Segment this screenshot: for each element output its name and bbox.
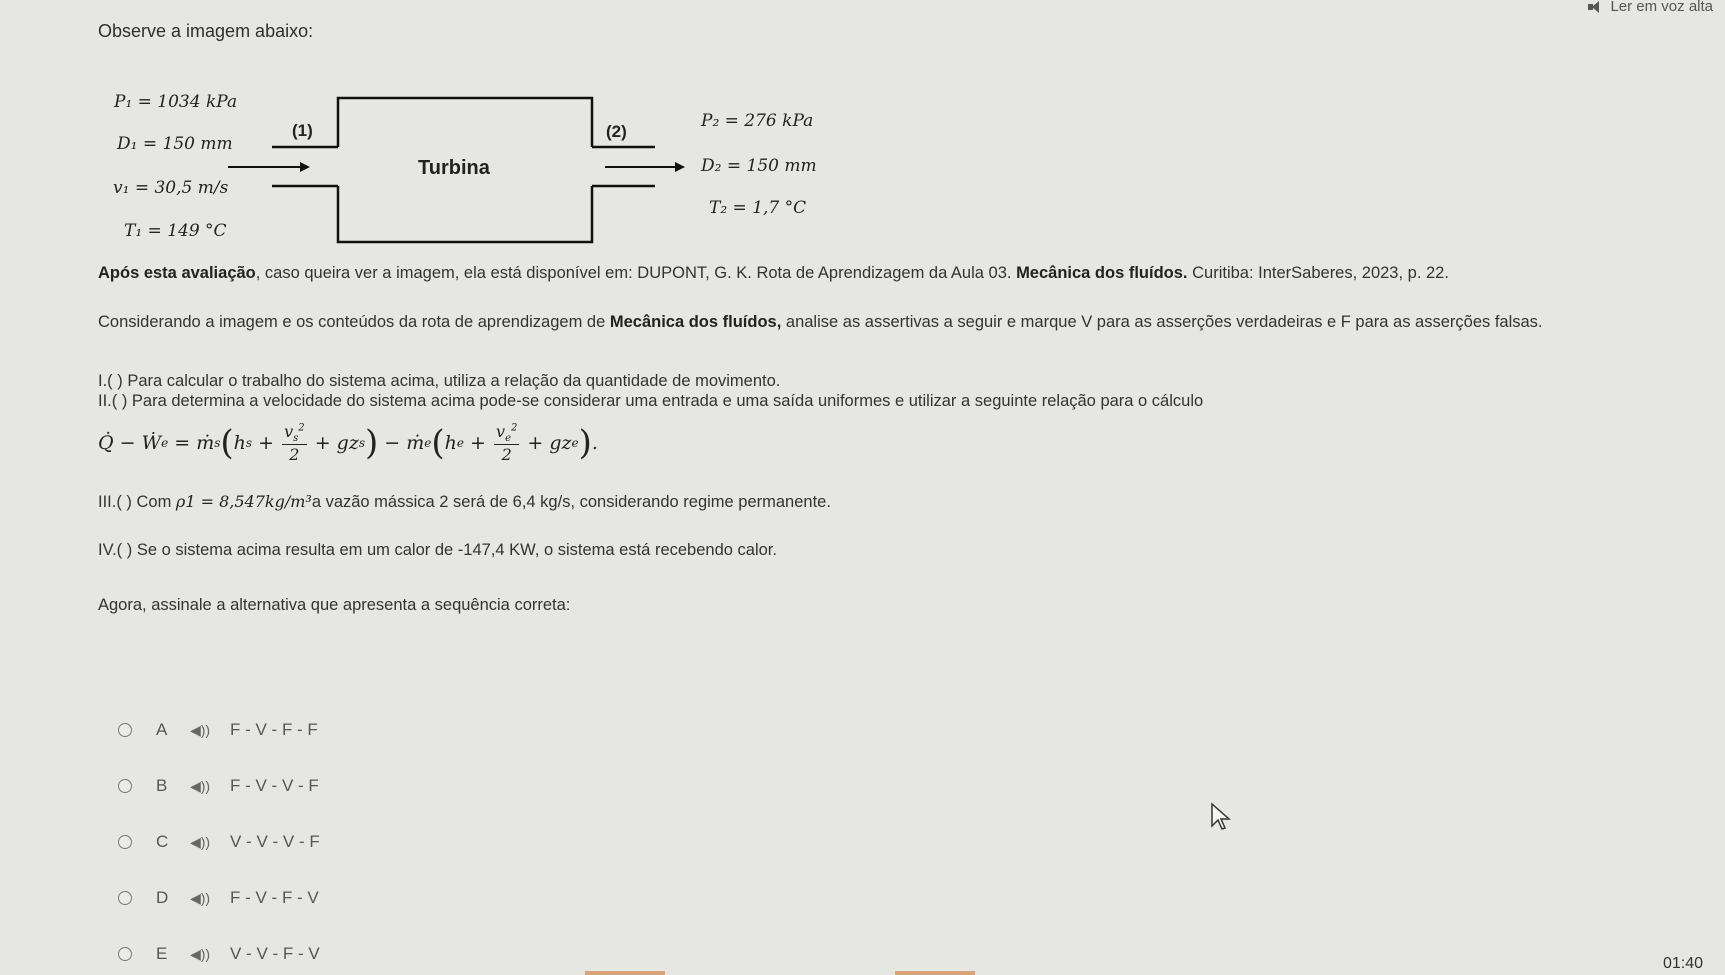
timer: 01:40	[1662, 955, 1703, 972]
assertion-3	[98, 492, 831, 512]
turbine-label: Turbina	[418, 157, 490, 179]
energy-equation: Q̇ − Ẇ e = ṁ s ( h s + $\frac{v_s^2}{2}$ + gz s ) − ṁ e ( h e + $\frac{v_e^2}{2}$ + gz e ) .	[98, 422, 598, 465]
outlet-diameter: D₂ = 150 mm	[701, 156, 817, 176]
assertion-3-pre: III.( ) Com	[98, 493, 176, 511]
option-letter: C	[156, 832, 169, 851]
inlet-temperature: T₁ = 149 °C	[124, 221, 227, 241]
audio-icon[interactable]: ◀))	[190, 721, 211, 738]
read-aloud-label: Ler em voz alta	[1610, 0, 1713, 15]
question-intro: Observe a imagem abaixo:	[98, 21, 314, 41]
radio-e[interactable]	[118, 947, 132, 961]
option-d[interactable]	[118, 888, 319, 908]
source-bold: Mecânica dos fluídos.	[1016, 264, 1188, 282]
question-prompt: Agora, assinale a alternativa que apresenta a sequência correta:	[98, 596, 571, 614]
radio-d[interactable]	[118, 891, 132, 905]
audio-icon[interactable]: ◀))	[190, 833, 211, 850]
bottom-bar-segment	[585, 971, 665, 975]
option-b[interactable]	[118, 776, 319, 796]
option-text: F - V - F - V	[230, 888, 319, 907]
assertion-3-post: a vazão mássica 2 será de 6,4 kg/s, considerando regime permanente.	[311, 493, 831, 511]
bottom-bar-segment	[895, 971, 975, 975]
assertion-4: IV.( ) Se o sistema acima resulta em um calor de -147,4 KW, o sistema está recebendo calor.	[98, 541, 777, 559]
source-suffix: Curitiba: InterSaberes, 2023, p. 22.	[1187, 264, 1449, 282]
image-source	[98, 264, 1449, 283]
outlet-temperature: T₂ = 1,7 °C	[709, 198, 807, 218]
option-a[interactable]	[118, 720, 318, 740]
source-text: , caso queira ver a imagem, ela está disponível em: DUPONT, G. K. Rota de Aprendizagem da Aula 03.	[255, 264, 1017, 282]
option-letter: E	[156, 944, 168, 963]
source-prefix: Após esta avaliação	[98, 264, 256, 282]
audio-icon[interactable]: ◀))	[190, 777, 211, 794]
assertion-3-math: ρ1 = 8,547kg/m³	[175, 492, 312, 511]
assertion-1: I.( ) Para calcular o trabalho do sistema acima, utiliza a relação da quantidade de movimento.	[98, 372, 781, 390]
turbine-diagram	[0, 0, 880, 260]
option-text: V - V - F - V	[230, 944, 320, 963]
instruction-a: Considerando a imagem e os conteúdos da rota de aprendizagem de	[98, 313, 610, 331]
instruction-b: analise as assertivas a seguir e marque V para as asserções verdadeiras e F para as asserções falsas.	[781, 313, 1543, 331]
instruction	[98, 313, 1543, 332]
speaker-icon	[1588, 1, 1604, 13]
audio-icon[interactable]: ◀))	[190, 945, 211, 962]
option-text: F - V - F - F	[230, 720, 318, 739]
inlet-velocity: v₁ = 30,5 m/s	[113, 178, 229, 198]
radio-a[interactable]	[118, 723, 132, 737]
radio-c[interactable]	[118, 835, 132, 849]
audio-icon[interactable]: ◀))	[190, 889, 211, 906]
option-text: F - V - V - F	[230, 776, 319, 795]
inlet-pressure: P₁ = 1034 kPa	[114, 92, 238, 112]
assertion-2: II.( ) Para determina a velocidade do sistema acima pode-se considerar uma entrada e uma saída uniformes e utilizar a seguinte relação para o cálculo	[98, 392, 1204, 410]
inlet-port-label: (1)	[292, 121, 313, 140]
outlet-pressure: P₂ = 276 kPa	[701, 111, 814, 131]
option-c[interactable]	[118, 832, 320, 852]
option-letter: A	[156, 720, 168, 739]
outlet-port-label: (2)	[606, 122, 627, 141]
radio-b[interactable]	[118, 779, 132, 793]
option-e[interactable]	[118, 944, 320, 964]
mouse-cursor-icon	[1210, 802, 1232, 832]
option-letter: D	[156, 888, 169, 907]
read-aloud-button[interactable]	[1588, 0, 1713, 15]
option-text: V - V - V - F	[230, 832, 320, 851]
option-letter: B	[156, 776, 168, 795]
inlet-diameter: D₁ = 150 mm	[117, 134, 233, 154]
instruction-bold: Mecânica dos fluídos,	[609, 313, 782, 331]
